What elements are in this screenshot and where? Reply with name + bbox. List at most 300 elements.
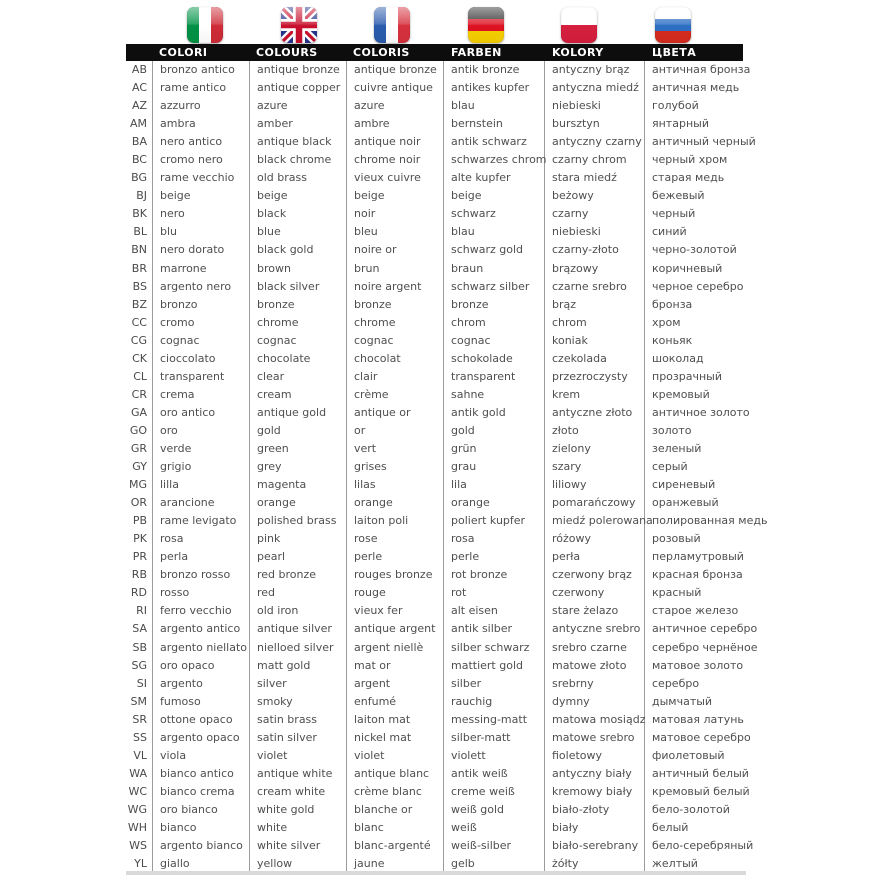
column-header-pl: KOLORY	[552, 46, 604, 59]
color-name-cell-de: gold	[444, 422, 545, 440]
color-name-cell-fr: blanc-argenté	[347, 837, 444, 855]
color-name-cell-it: viola	[153, 747, 250, 765]
color-name-cell-pl: niebieski	[545, 223, 645, 241]
table-row	[126, 801, 760, 819]
color-name-cell-de: silber-matt	[444, 729, 545, 747]
color-name-cell-fr: laiton poli	[347, 512, 444, 530]
color-name-cell-it: perla	[153, 548, 250, 566]
table-row	[126, 404, 760, 422]
color-name-cell-de: beige	[444, 187, 545, 205]
color-name-cell-de: antik silber	[444, 620, 545, 638]
color-name-cell-en: antique silver	[250, 620, 347, 638]
color-name-cell-en: antique white	[250, 765, 347, 783]
color-name-cell-it: rame levigato	[153, 512, 250, 530]
color-name-cell-pl: matowe złoto	[545, 657, 645, 675]
color-name-cell-fr: laiton mat	[347, 711, 444, 729]
table-row	[126, 747, 760, 765]
color-code-cell: YL	[126, 855, 153, 873]
color-name-cell-fr: beige	[347, 187, 444, 205]
color-code-cell: WG	[126, 801, 153, 819]
color-name-cell-de: schwarz	[444, 205, 545, 223]
color-name-cell-it: rame vecchio	[153, 169, 250, 187]
color-name-cell-pl: antyczna miedź	[545, 79, 645, 97]
color-name-cell-fr: antique blanc	[347, 765, 444, 783]
color-name-cell-it: cioccolato	[153, 350, 250, 368]
color-code-cell: GO	[126, 422, 153, 440]
color-name-cell-en: red	[250, 584, 347, 602]
color-name-cell-fr: cognac	[347, 332, 444, 350]
color-name-cell-ru: кремовый	[652, 387, 710, 401]
color-name-cell-pl: przezroczysty	[545, 368, 645, 386]
color-name-cell-en: pink	[250, 530, 347, 548]
color-name-cell-pl: antyczny czarny	[545, 133, 645, 151]
color-name-cell-de: orange	[444, 494, 545, 512]
color-name-cell-ru: бело-золотой	[652, 802, 730, 816]
union-jack-graphic	[281, 7, 317, 43]
color-name-cell-pl: antyczne złoto	[545, 404, 645, 422]
color-name-cell-fr: nickel mat	[347, 729, 444, 747]
table-row	[126, 223, 760, 241]
color-name-cell-ru: черное серебро	[652, 279, 744, 293]
color-name-cell-en: bronze	[250, 296, 347, 314]
table-row	[126, 205, 760, 223]
color-code-cell: RI	[126, 602, 153, 620]
color-name-cell-fr: bronze	[347, 296, 444, 314]
color-name-cell-it: oro antico	[153, 404, 250, 422]
color-name-cell-fr: noir	[347, 205, 444, 223]
color-code-cell: OR	[126, 494, 153, 512]
color-name-cell-fr: ambre	[347, 115, 444, 133]
color-name-cell-it: giallo	[153, 855, 250, 873]
color-name-cell-ru: бело-серебряный	[652, 839, 754, 853]
color-name-cell-fr: mat or	[347, 657, 444, 675]
color-name-cell-de: alt eisen	[444, 602, 545, 620]
color-name-cell-it: argento niellato	[153, 639, 250, 657]
color-name-cell-pl: biały	[545, 819, 645, 837]
color-name-cell-it: cromo nero	[153, 151, 250, 169]
color-name-cell-ru: шоколад	[652, 351, 704, 365]
color-name-cell-de: messing-matt	[444, 711, 545, 729]
table-row	[126, 548, 760, 566]
color-code-cell: SR	[126, 711, 153, 729]
color-name-cell-ru: дымчатый	[652, 694, 713, 708]
color-name-cell-en: black	[250, 205, 347, 223]
color-name-cell-pl: antyczne srebro	[545, 620, 645, 638]
color-name-cell-pl: niebieski	[545, 97, 645, 115]
color-code-cell: CG	[126, 332, 153, 350]
color-code-cell: BZ	[126, 296, 153, 314]
color-code-cell: BS	[126, 278, 153, 296]
color-name-cell-it: argento opaco	[153, 729, 250, 747]
color-name-cell-en: black gold	[250, 241, 347, 259]
color-name-cell-pl: czarny chrom	[545, 151, 645, 169]
color-name-cell-pl: srebrny	[545, 675, 645, 693]
color-name-cell-it: argento nero	[153, 278, 250, 296]
color-name-cell-ru: серый	[652, 460, 688, 474]
color-code-cell: BR	[126, 260, 153, 278]
color-name-cell-pl: koniak	[545, 332, 645, 350]
table-row	[126, 151, 760, 169]
color-name-cell-ru: оранжевый	[652, 496, 719, 510]
color-name-cell-en: nielloed silver	[250, 639, 347, 657]
table-row	[126, 458, 760, 476]
color-name-cell-fr: rose	[347, 530, 444, 548]
color-name-cell-ru: зеленый	[652, 441, 702, 455]
color-name-cell-fr: clair	[347, 368, 444, 386]
color-name-cell-fr: chrome	[347, 314, 444, 332]
color-name-cell-pl: krem	[545, 386, 645, 404]
color-name-cell-ru: античная бронза	[652, 63, 751, 76]
color-name-cell-it: transparent	[153, 368, 250, 386]
color-name-cell-en: matt gold	[250, 657, 347, 675]
color-name-cell-pl: biało-złoty	[545, 801, 645, 819]
color-name-cell-fr: blanche or	[347, 801, 444, 819]
table-row	[126, 97, 760, 115]
color-name-cell-ru: хром	[652, 315, 681, 329]
color-code-cell: SA	[126, 620, 153, 638]
table-row	[126, 639, 760, 657]
color-name-cell-fr: argent	[347, 675, 444, 693]
table-row	[126, 819, 760, 837]
color-name-cell-de: grün	[444, 440, 545, 458]
color-name-cell-it: nero antico	[153, 133, 250, 151]
color-code-cell: BK	[126, 205, 153, 223]
color-name-cell-de: silber	[444, 675, 545, 693]
color-name-cell-de: blau	[444, 223, 545, 241]
table-row	[126, 530, 760, 548]
color-name-cell-it: argento antico	[153, 620, 250, 638]
column-header-en: COLOURS	[256, 46, 318, 59]
color-name-cell-it: cromo	[153, 314, 250, 332]
uk-flag-icon	[281, 7, 317, 43]
color-code-cell: BL	[126, 223, 153, 241]
color-name-cell-en: cream white	[250, 783, 347, 801]
color-name-cell-pl: złoto	[545, 422, 645, 440]
color-name-cell-pl: szary	[545, 458, 645, 476]
color-name-cell-fr: chocolat	[347, 350, 444, 368]
color-name-cell-ru: коричневый	[652, 261, 723, 275]
color-name-cell-pl: czarny-złoto	[545, 241, 645, 259]
color-name-cell-en: satin brass	[250, 711, 347, 729]
color-name-cell-de: sahne	[444, 386, 545, 404]
color-name-cell-fr: rouge	[347, 584, 444, 602]
color-name-cell-de: schokolade	[444, 350, 545, 368]
table-row	[126, 566, 760, 584]
color-name-cell-ru: античное золото	[652, 405, 750, 419]
color-name-cell-pl: liliowy	[545, 476, 645, 494]
color-code-cell: SI	[126, 675, 153, 693]
color-name-cell-it: rame antico	[153, 79, 250, 97]
color-name-cell-it: oro opaco	[153, 657, 250, 675]
color-name-cell-ru: янтарный	[652, 117, 709, 131]
color-name-cell-en: silver	[250, 675, 347, 693]
color-name-cell-pl: antyczny brąz	[545, 61, 645, 79]
color-name-cell-de: silber schwarz	[444, 639, 545, 657]
color-name-cell-ru: прозрачный	[652, 369, 723, 383]
color-name-cell-de: weiß	[444, 819, 545, 837]
table-row	[126, 765, 760, 783]
color-code-cell: BA	[126, 133, 153, 151]
color-name-cell-de: rauchig	[444, 693, 545, 711]
table-row	[126, 61, 760, 79]
table-row	[126, 115, 760, 133]
color-name-cell-it: bianco antico	[153, 765, 250, 783]
color-name-cell-pl: stare żelazo	[545, 602, 645, 620]
color-name-cell-ru: античный черный	[652, 135, 756, 149]
color-code-cell: PR	[126, 548, 153, 566]
column-header-it: COLORI	[159, 46, 208, 59]
color-code-cell: BN	[126, 241, 153, 259]
color-code-cell: RB	[126, 566, 153, 584]
color-name-cell-ru: коньяк	[652, 333, 693, 347]
table-row	[126, 620, 760, 638]
color-name-cell-de: violett	[444, 747, 545, 765]
table-row	[126, 422, 760, 440]
color-name-cell-ru: черный хром	[652, 153, 728, 167]
color-name-cell-pl: czerwony brąz	[545, 566, 645, 584]
color-name-cell-it: bianco crema	[153, 783, 250, 801]
color-code-cell: BC	[126, 151, 153, 169]
color-name-cell-pl: dymny	[545, 693, 645, 711]
table-row	[126, 440, 760, 458]
color-name-cell-en: orange	[250, 494, 347, 512]
color-name-cell-fr: perle	[347, 548, 444, 566]
color-name-cell-fr: crème	[347, 386, 444, 404]
color-name-cell-it: arancione	[153, 494, 250, 512]
color-name-cell-ru: кремовый белый	[652, 784, 750, 798]
color-name-cell-fr: vert	[347, 440, 444, 458]
color-name-cell-it: bronzo rosso	[153, 566, 250, 584]
column-header-ru: ЦВЕТА	[652, 46, 697, 59]
color-name-cell-it: rosso	[153, 584, 250, 602]
color-name-cell-pl: pomarańczowy	[545, 494, 645, 512]
color-code-cell: PK	[126, 530, 153, 548]
color-code-cell: CR	[126, 386, 153, 404]
color-code-cell: CL	[126, 368, 153, 386]
color-name-cell-ru: матовое серебро	[652, 730, 751, 744]
color-name-cell-fr: noire or	[347, 241, 444, 259]
color-name-cell-ru: сиреневый	[652, 478, 716, 492]
color-name-cell-pl: stara miedź	[545, 169, 645, 187]
color-code-cell: WC	[126, 783, 153, 801]
color-name-cell-it: argento bianco	[153, 837, 250, 855]
color-name-cell-pl: czekolada	[545, 350, 645, 368]
table-row	[126, 476, 760, 494]
table-row	[126, 314, 760, 332]
color-name-cell-en: cognac	[250, 332, 347, 350]
color-name-cell-en: white silver	[250, 837, 347, 855]
color-code-cell: GA	[126, 404, 153, 422]
table-row	[126, 332, 760, 350]
table-row	[126, 675, 760, 693]
color-name-cell-ru: античная медь	[652, 81, 740, 95]
color-name-cell-de: rot bronze	[444, 566, 545, 584]
color-name-cell-fr: blanc	[347, 819, 444, 837]
color-name-cell-ru: античное серебро	[652, 622, 758, 636]
table-row	[126, 169, 760, 187]
color-name-cell-de: rot	[444, 584, 545, 602]
color-name-cell-it: oro bianco	[153, 801, 250, 819]
color-name-cell-en: chocolate	[250, 350, 347, 368]
color-name-cell-pl: czarne srebro	[545, 278, 645, 296]
color-name-cell-pl: matowe srebro	[545, 729, 645, 747]
color-name-cell-ru: черный	[652, 207, 696, 221]
color-name-cell-en: black chrome	[250, 151, 347, 169]
color-name-cell-en: green	[250, 440, 347, 458]
color-name-cell-pl: zielony	[545, 440, 645, 458]
color-name-cell-it: oro	[153, 422, 250, 440]
color-name-cell-fr: cuivre antique	[347, 79, 444, 97]
table-row	[126, 350, 760, 368]
color-name-cell-it: bronzo	[153, 296, 250, 314]
color-name-cell-ru: бежевый	[652, 189, 705, 203]
table-row	[126, 584, 760, 602]
color-code-cell: RD	[126, 584, 153, 602]
color-name-cell-en: blue	[250, 223, 347, 241]
color-name-cell-en: old brass	[250, 169, 347, 187]
color-code-cell: GR	[126, 440, 153, 458]
color-code-cell: SM	[126, 693, 153, 711]
table-row	[126, 241, 760, 259]
color-name-cell-pl: kremowy biały	[545, 783, 645, 801]
color-name-cell-en: clear	[250, 368, 347, 386]
table-row	[126, 133, 760, 151]
color-name-cell-fr: argent niellè	[347, 639, 444, 657]
color-code-cell: BG	[126, 169, 153, 187]
color-name-cell-de: mattiert gold	[444, 657, 545, 675]
color-name-cell-de: schwarzes chrom	[444, 151, 545, 169]
column-header-de: FARBEN	[451, 46, 502, 59]
color-name-cell-ru: розовый	[652, 532, 701, 546]
color-name-cell-en: amber	[250, 115, 347, 133]
table-row	[126, 386, 760, 404]
color-name-cell-pl: perła	[545, 548, 645, 566]
color-name-cell-ru: синий	[652, 225, 687, 239]
color-name-cell-en: gold	[250, 422, 347, 440]
color-name-cell-en: magenta	[250, 476, 347, 494]
color-code-cell: SG	[126, 657, 153, 675]
color-name-cell-fr: noire argent	[347, 278, 444, 296]
color-name-cell-de: lila	[444, 476, 545, 494]
color-name-cell-fr: antique bronze	[347, 61, 444, 79]
color-code-cell: VL	[126, 747, 153, 765]
table-row	[126, 783, 760, 801]
color-name-cell-it: rosa	[153, 530, 250, 548]
table-row	[126, 187, 760, 205]
color-code-cell: AC	[126, 79, 153, 97]
color-code-cell: PB	[126, 512, 153, 530]
color-code-cell: SS	[126, 729, 153, 747]
color-name-cell-de: antikes kupfer	[444, 79, 545, 97]
color-name-cell-fr: chrome noir	[347, 151, 444, 169]
color-name-cell-ru: серебро чернёное	[652, 640, 758, 654]
color-name-cell-pl: żółty	[545, 855, 645, 873]
table-body	[126, 61, 768, 873]
color-name-cell-it: nero dorato	[153, 241, 250, 259]
color-name-cell-pl: różowy	[545, 530, 645, 548]
color-name-cell-fr: rouges bronze	[347, 566, 444, 584]
color-name-cell-ru: серебро	[652, 676, 700, 690]
color-name-cell-de: gelb	[444, 855, 545, 873]
color-name-cell-ru: матовое золото	[652, 658, 744, 672]
table-row	[126, 296, 760, 314]
color-name-cell-en: smoky	[250, 693, 347, 711]
color-code-cell: CC	[126, 314, 153, 332]
color-name-cell-fr: antique or	[347, 404, 444, 422]
color-code-cell: SB	[126, 639, 153, 657]
russia-flag-icon	[655, 7, 691, 43]
color-name-cell-it: verde	[153, 440, 250, 458]
color-name-cell-de: perle	[444, 548, 545, 566]
color-name-cell-ru: матовая латунь	[652, 712, 744, 726]
color-name-cell-de: antik bronze	[444, 61, 545, 79]
color-name-cell-fr: enfumé	[347, 693, 444, 711]
color-name-cell-de: alte kupfer	[444, 169, 545, 187]
color-name-cell-de: schwarz gold	[444, 241, 545, 259]
table-row	[126, 837, 760, 855]
color-name-cell-fr: or	[347, 422, 444, 440]
table-row	[126, 711, 760, 729]
color-name-cell-en: pearl	[250, 548, 347, 566]
color-name-cell-pl: bursztyn	[545, 115, 645, 133]
color-name-cell-de: schwarz silber	[444, 278, 545, 296]
color-name-cell-en: satin silver	[250, 729, 347, 747]
color-name-cell-pl: brąz	[545, 296, 645, 314]
color-name-cell-ru: желтый	[652, 857, 698, 871]
color-name-cell-it: fumoso	[153, 693, 250, 711]
color-name-cell-en: black silver	[250, 278, 347, 296]
table-row	[126, 729, 760, 747]
color-name-cell-pl: czarny	[545, 205, 645, 223]
color-name-cell-it: bronzo antico	[153, 61, 250, 79]
table-row	[126, 494, 760, 512]
color-name-cell-de: weiß gold	[444, 801, 545, 819]
table-row	[126, 368, 760, 386]
color-name-cell-de: antik gold	[444, 404, 545, 422]
column-header-fr: COLORIS	[353, 46, 410, 59]
color-name-cell-en: red bronze	[250, 566, 347, 584]
color-name-cell-fr: lilas	[347, 476, 444, 494]
color-name-cell-fr: crème blanc	[347, 783, 444, 801]
italy-flag-icon	[187, 7, 223, 43]
color-name-cell-pl: chrom	[545, 314, 645, 332]
color-name-cell-de: creme weiß	[444, 783, 545, 801]
color-code-cell: WA	[126, 765, 153, 783]
table-row	[126, 693, 760, 711]
color-name-cell-it: beige	[153, 187, 250, 205]
color-name-cell-pl: srebro czarne	[545, 639, 645, 657]
color-name-cell-en: beige	[250, 187, 347, 205]
color-name-cell-pl: antyczny biały	[545, 765, 645, 783]
table-row	[126, 79, 760, 97]
color-name-cell-de: bernstein	[444, 115, 545, 133]
color-name-cell-en: azure	[250, 97, 347, 115]
color-name-cell-en: violet	[250, 747, 347, 765]
color-name-cell-it: crema	[153, 386, 250, 404]
color-name-cell-de: poliert kupfer	[444, 512, 545, 530]
color-name-cell-pl: czerwony	[545, 584, 645, 602]
poland-flag-icon	[561, 7, 597, 43]
color-name-cell-it: cognac	[153, 332, 250, 350]
color-name-cell-de: grau	[444, 458, 545, 476]
color-name-cell-fr: vieux fer	[347, 602, 444, 620]
color-name-cell-pl: biało-serebrany	[545, 837, 645, 855]
color-name-cell-en: chrome	[250, 314, 347, 332]
color-name-cell-it: argento	[153, 675, 250, 693]
color-name-cell-pl: brązowy	[545, 260, 645, 278]
color-name-cell-ru: античный белый	[652, 766, 749, 780]
color-code-cell: WH	[126, 819, 153, 837]
